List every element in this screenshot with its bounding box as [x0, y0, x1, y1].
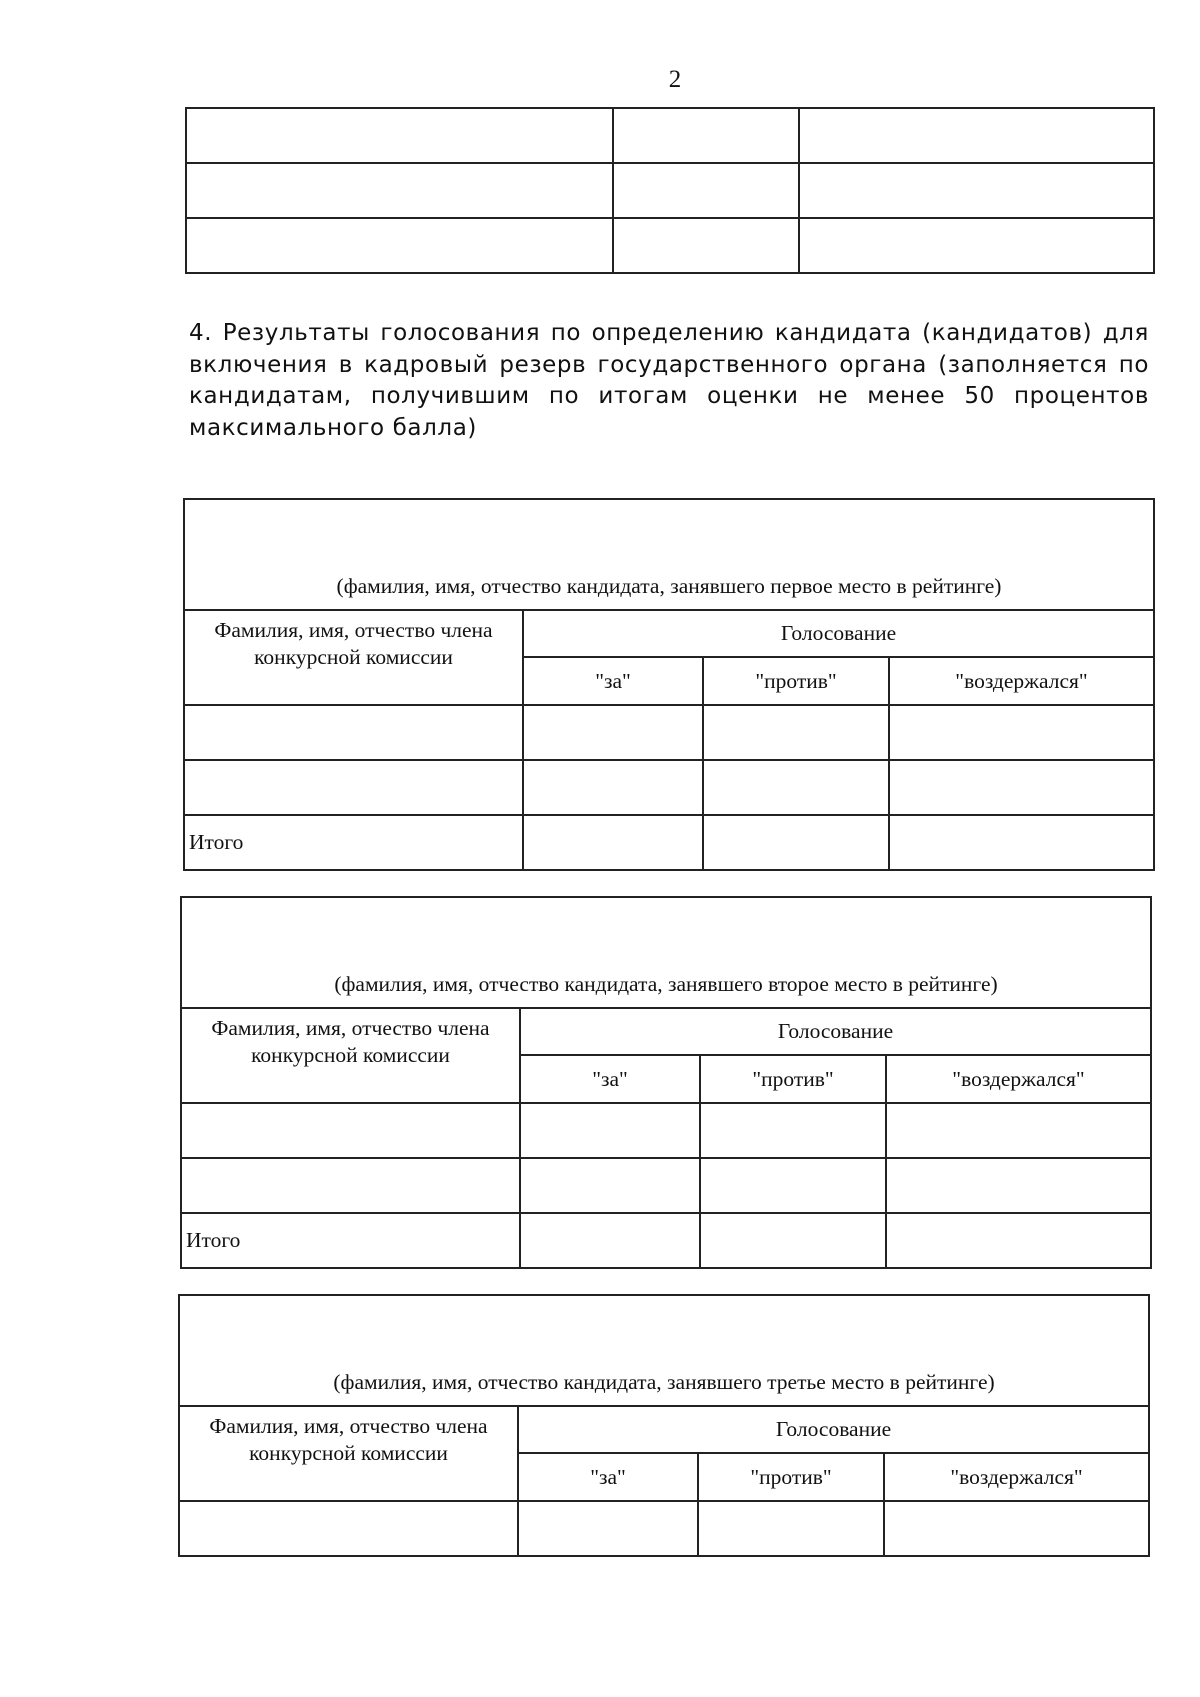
table-cell [613, 163, 799, 218]
table-cell [799, 108, 1154, 163]
candidate-name-cell: (фамилия, имя, отчество кандидата, занявшего первое место в рейтинге) [184, 499, 1154, 610]
table-cell [889, 760, 1154, 815]
table-cell [523, 760, 703, 815]
table-cell [698, 1501, 884, 1556]
vote-for-header: "за" [518, 1453, 698, 1501]
table-cell [886, 1103, 1151, 1158]
table-cell [523, 815, 703, 870]
table-cell [520, 1213, 700, 1268]
total-row [181, 1213, 1151, 1268]
table-cell [186, 218, 613, 273]
continued-table [185, 107, 1155, 274]
table-cell [889, 815, 1154, 870]
table-cell [799, 218, 1154, 273]
member-header: Фамилия, имя, отчество члена конкурсной комиссии [184, 610, 523, 705]
voting-header: Голосование [523, 610, 1154, 657]
table-row [181, 1158, 1151, 1213]
table-row [186, 108, 1154, 163]
total-label: Итого [181, 1213, 520, 1268]
member-header: Фамилия, имя, отчество члена конкурсной комиссии [181, 1008, 520, 1103]
table-cell [520, 1158, 700, 1213]
vote-for-header: "за" [523, 657, 703, 705]
table-cell [613, 218, 799, 273]
candidate-name-cell: (фамилия, имя, отчество кандидата, занявшего второе место в рейтинге) [181, 897, 1151, 1008]
table-cell [184, 760, 523, 815]
table-row [186, 218, 1154, 273]
table-cell [520, 1103, 700, 1158]
table-cell [186, 108, 613, 163]
table-cell [703, 815, 889, 870]
vote-for-header: "за" [520, 1055, 700, 1103]
table-cell [613, 108, 799, 163]
vote-abstain-header: "воздержался" [884, 1453, 1149, 1501]
table-row [184, 705, 1154, 760]
page-number: 2 [668, 66, 682, 93]
vote-abstain-header: "воздержался" [886, 1055, 1151, 1103]
table-row [181, 1103, 1151, 1158]
table-cell [181, 1158, 520, 1213]
table-cell [886, 1213, 1151, 1268]
table-row [184, 760, 1154, 815]
total-label: Итого [184, 815, 523, 870]
voting-header: Голосование [518, 1406, 1149, 1453]
table-cell [523, 705, 703, 760]
vote-table-third-place [178, 1294, 1150, 1557]
table-cell [889, 705, 1154, 760]
voting-header: Голосование [520, 1008, 1151, 1055]
candidate-name-cell: (фамилия, имя, отчество кандидата, занявшего третье место в рейтинге) [179, 1295, 1149, 1406]
table-cell [799, 163, 1154, 218]
table-cell [186, 163, 613, 218]
table-cell [703, 705, 889, 760]
table-cell [700, 1103, 886, 1158]
vote-table-second-place [180, 896, 1152, 1269]
table-row [179, 1501, 1149, 1556]
vote-abstain-header: "воздержался" [889, 657, 1154, 705]
table-cell [184, 705, 523, 760]
table-cell [700, 1213, 886, 1268]
table-cell [884, 1501, 1149, 1556]
table-row [186, 163, 1154, 218]
section-4-text: 4. Результаты голосования по определению кандидата (кандидатов) для включения в кадровый резерв государственного органа (заполняется по кандидатам, получившим по итогам оценки не менее 50 процентов максимального балла) [189, 320, 1149, 441]
vote-table-first-place [183, 498, 1155, 871]
table-cell [886, 1158, 1151, 1213]
table-cell [700, 1158, 886, 1213]
vote-against-header: "против" [698, 1453, 884, 1501]
table-cell [179, 1501, 518, 1556]
member-header: Фамилия, имя, отчество члена конкурсной комиссии [179, 1406, 518, 1501]
total-row [184, 815, 1154, 870]
table-cell [181, 1103, 520, 1158]
table-cell [518, 1501, 698, 1556]
table-cell [703, 760, 889, 815]
vote-against-header: "против" [703, 657, 889, 705]
vote-against-header: "против" [700, 1055, 886, 1103]
